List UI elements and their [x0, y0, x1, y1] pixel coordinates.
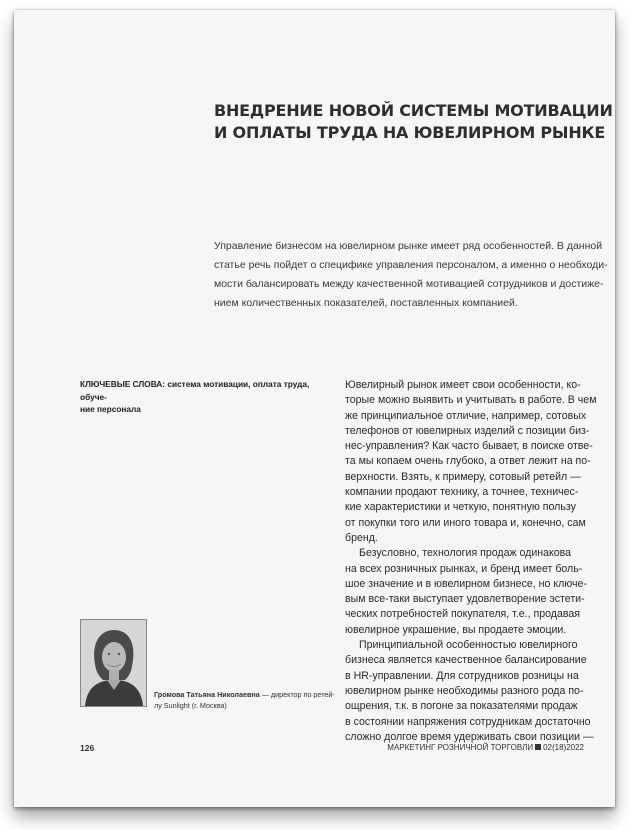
body-line: та мы копаем очень глубоко, а ответ лежит на по- [345, 455, 591, 468]
body-line: ощрения, т.к. в погоне за показателями продаж [345, 700, 578, 713]
journal-name: МАРКЕТИНГ РОЗНИЧНОЙ ТОРГОВЛИ [387, 743, 534, 752]
magazine-page [14, 10, 615, 807]
lead-line: нием количественных показателей, поставленных компанией. [214, 297, 518, 309]
body-line: бренд. [345, 531, 378, 544]
keywords-block [80, 378, 330, 416]
body-line: вым все-таки выступает удовлетворение эстети- [345, 593, 585, 606]
journal-footer [387, 743, 584, 752]
body-line: от покупки того или иного товара и, конечно, сам [345, 516, 586, 529]
title-line: ВНЕДРЕНИЕ НОВОЙ СИСТЕМЫ МОТИВАЦИИ [214, 101, 613, 120]
body-line: в HR-управлении. Для сотрудников розницы на [345, 669, 579, 682]
author-role: лу Sunlight (г. Москва) [154, 700, 227, 710]
author-name: Громова Татьяна Николаевна [154, 690, 260, 699]
body-line: нес-управления? Как часто бывает, в поиске отве- [345, 440, 593, 453]
lead-line: Управление бизнесом на ювелирном рынке имеет ряд особенностей. В данной [214, 240, 603, 252]
lead-line: мости балансировать между качественной мотивацией сотрудников и достиже- [214, 278, 604, 290]
body-line: Принципиальной особенностью ювелирного [359, 639, 578, 652]
body-line: ческих потребностей покупателя, т.е., продавая [345, 608, 580, 621]
body-line: ювелирное украшение, вы продаете эмоции. [345, 623, 567, 636]
body-line: сложно долгое время удерживать свои позиции — [345, 730, 594, 743]
body-line: бизнеса является качественное балансирование [345, 654, 587, 667]
author-caption [154, 690, 334, 711]
body-line: компании продают технику, а точнее, техничес- [345, 486, 579, 499]
keywords-label: КЛЮЧЕВЫЕ СЛОВА: [80, 379, 166, 389]
article-lead [214, 237, 608, 313]
author-role: — директор по ретей- [259, 690, 335, 699]
author-photo [80, 619, 147, 707]
article-body [345, 378, 607, 745]
title-line: И ОПЛАТЫ ТРУДА НА ЮВЕЛИРНОМ РЫНКЕ [214, 123, 606, 142]
article-title [214, 100, 613, 144]
body-line: кие характеристики и четкую, понятную пользу [345, 501, 576, 514]
body-line: Безусловно, технология продаж одинакова [359, 547, 572, 560]
body-line: торые можно выявить и учитывать в работе. В чем [345, 394, 597, 407]
body-line: Ювелирный рынок имеет свои особенности, ко- [345, 379, 581, 391]
body-line: шое значение и в ювелирном бизнесе, но ключе- [345, 577, 587, 590]
page-number: 126 [80, 743, 95, 753]
body-line: верхности. Взять, к примеру, сотовый ретейл — [345, 470, 581, 483]
keywords-text: ние персонала [80, 404, 141, 414]
body-line: на всех розничных рынках, и бренд имеет боль- [345, 562, 583, 575]
keywords-text: система мотивации, оплата труда, обуче- [80, 379, 310, 402]
body-line: телефонов от ювелирных изделий с позиции биз- [345, 424, 590, 437]
issue-number: 02(18)2022 [543, 743, 584, 752]
lead-line: статье речь пойдет о специфике управления персоналом, а именно о необходи- [214, 259, 608, 271]
square-separator-icon [535, 744, 541, 750]
body-line: ювелирном рынке необходимы разного рода по- [345, 684, 584, 697]
body-line: в состоянии напряжения сотрудникам достаточно [345, 715, 591, 728]
body-line: же принципиальное отличие, например, сотовых [345, 409, 587, 422]
